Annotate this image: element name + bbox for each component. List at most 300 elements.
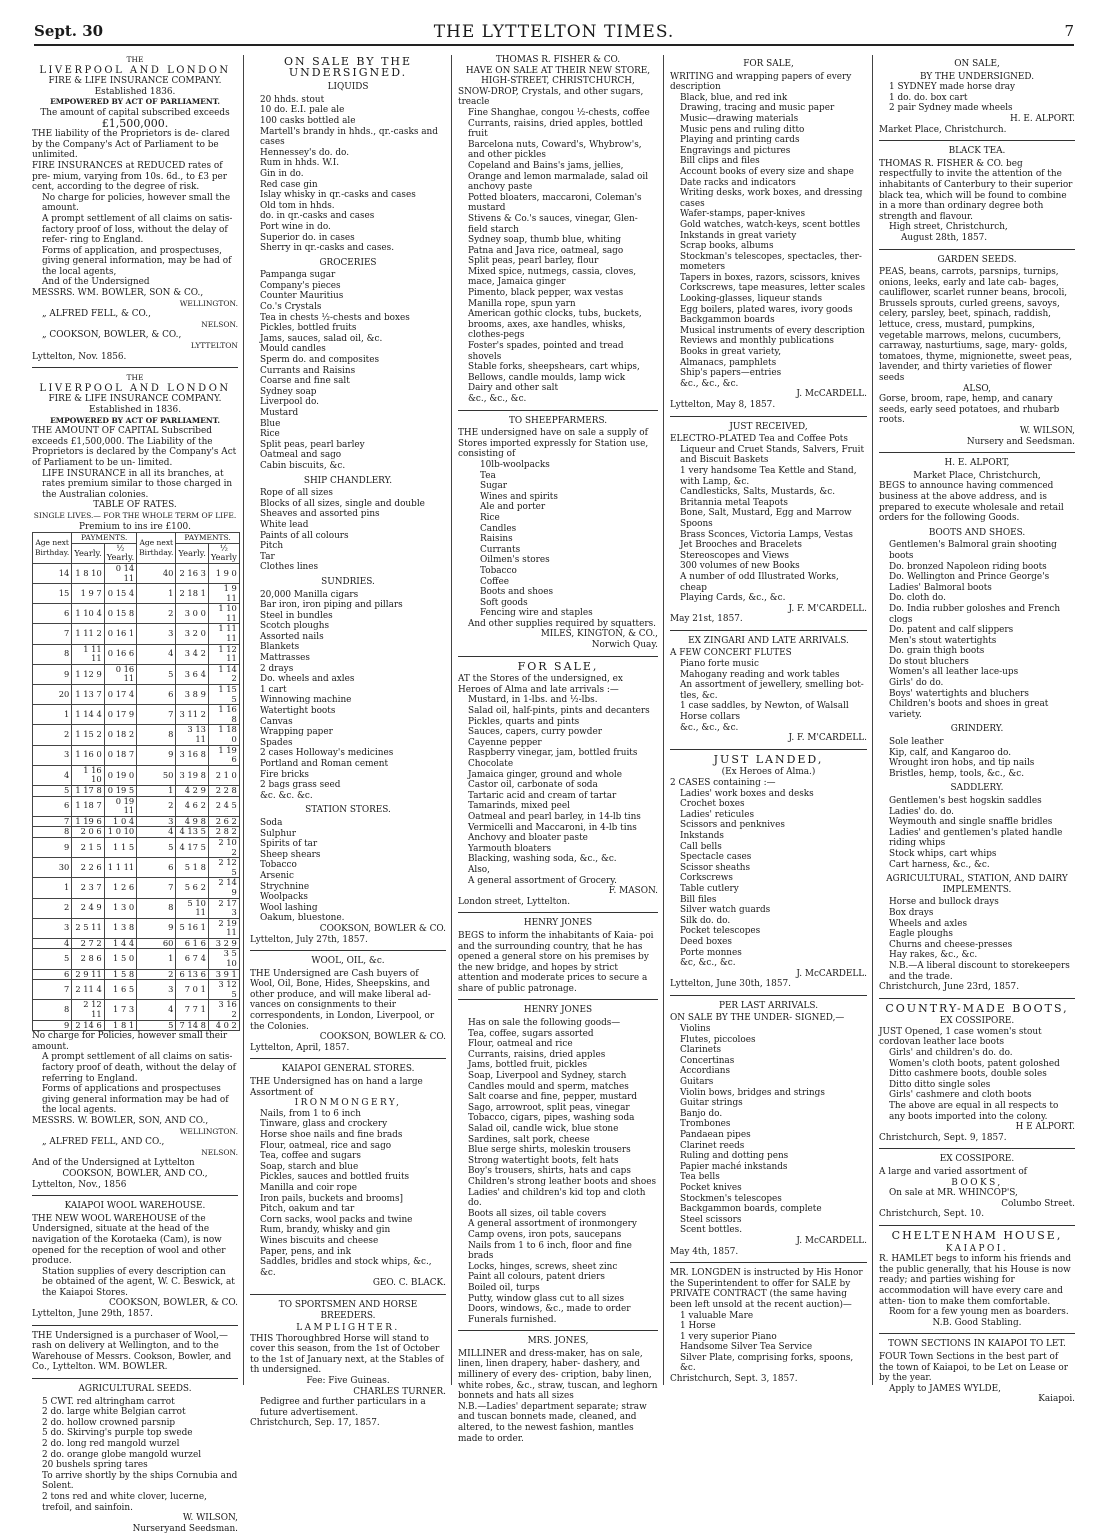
- ad-title: JUST RECEIVED,: [729, 421, 808, 432]
- ad-agent: COOKSON, BOWLER, AND CO.,: [62, 1168, 208, 1179]
- list-item: Steel in bundles: [260, 610, 333, 621]
- table-cell: 1: [137, 949, 176, 969]
- list-item: Currants and Raisins: [260, 365, 356, 376]
- list-item: Bristles, hemp, tools, &c., &c.: [889, 768, 1025, 779]
- table-cell: 4: [137, 644, 176, 664]
- list-item: Silver Plate, comprising forks, spoons, &c.: [680, 1352, 854, 1374]
- table-cell: 2 5 11: [72, 918, 104, 938]
- list-item: Tea bells: [680, 1172, 720, 1183]
- list-item: Boiled oil, turps: [468, 1282, 540, 1293]
- ad-line: EMPOWERED BY ACT OF PARLIAMENT.: [50, 415, 220, 425]
- list-item: Do. wheels and axles: [260, 674, 355, 685]
- table-cell: 1 10 4: [72, 604, 104, 624]
- list-item: Bellows, candle moulds, lamp wick: [468, 372, 626, 383]
- table-cell: 0 16 6: [104, 644, 136, 664]
- table-cell: 2 10 2: [208, 837, 239, 857]
- ad-title: TO SHEEPFARMERS.: [508, 415, 608, 426]
- ad-item-list: [458, 108, 658, 405]
- advert-town-sections: [879, 1339, 1075, 1405]
- table-cell: 6 13 6: [176, 969, 208, 980]
- table-cell: 4 0 2: [208, 1020, 239, 1031]
- ad-body: A prompt settlement of all claims on satis- factory proof of death, without the delay of referring to England.: [42, 1052, 236, 1084]
- table-cell: 5 1 8: [176, 858, 208, 878]
- table-cell: 2 9 11: [72, 969, 104, 980]
- list-item: Pocket knives: [680, 1182, 742, 1193]
- table-cell: 1 1 5: [104, 837, 136, 857]
- table-cell: 2: [137, 604, 176, 624]
- table-cell: 7: [137, 878, 176, 898]
- list-item: Oatmeal and sago: [260, 450, 342, 461]
- table-cell: 0 16 1: [104, 624, 136, 644]
- list-item: 10lb-woolpacks: [480, 459, 550, 470]
- list-item: &c., &c., &c.: [468, 394, 527, 404]
- list-item: Horse collars: [680, 712, 741, 723]
- ad-title: KAIAPOI GENERAL STORES.: [281, 1064, 415, 1075]
- list-item: Nails, from 1 to 6 inch: [260, 1108, 361, 1119]
- ad-body: THOMAS R. FISHER & CO. beg respectfully to invite the attention of the inhabitants of Canterbury to their superior black tea, which will be found to combine in a more than ordinary degree both strength and flavour.: [879, 158, 1073, 222]
- ad-agent: WELLINGTON.: [179, 1126, 238, 1136]
- ad-line: The amount of capital subscribed exceeds: [40, 107, 230, 118]
- ad-agent: „ ALFRED FELL, AND CO.,: [42, 1137, 165, 1148]
- list-item: Handsome Silver Tea Service: [680, 1342, 813, 1353]
- ad-line: Columbo Street.: [1001, 1198, 1075, 1209]
- divider: [879, 998, 1075, 999]
- table-subheader: Yearly.: [176, 543, 208, 563]
- list-item: Locks, hinges, screws, sheet zinc: [468, 1261, 618, 1272]
- table-cell: 3: [33, 745, 72, 765]
- list-item: Women's cloth boots, patent goloshed: [889, 1058, 1060, 1069]
- ad-body: BEGS to inform the inhabitants of Kaia- poi and the surrounding country, that he has opened a general store on his premises by the new bridge, and hopes by strict attention and moderate prices to secure a share of public patronage.: [458, 930, 654, 994]
- advert-longden: [670, 1268, 867, 1385]
- list-item: Counter Mauritius: [260, 291, 344, 302]
- table-cell: 1 11 11: [208, 624, 239, 644]
- list-item: Coarse and fine salt: [260, 376, 350, 387]
- column-divider: [243, 55, 244, 1385]
- list-item: Stock whips, cart whips: [889, 848, 997, 859]
- table-cell: 2: [33, 898, 72, 918]
- list-item: Clarinets: [680, 1045, 722, 1056]
- list-item: Coffee: [480, 576, 509, 587]
- list-item: Fencing wire and staples: [480, 608, 593, 619]
- list-item: Castor oil, carbonate of soda: [468, 780, 598, 791]
- list-item: Tobacco, cigars, pipes, washing soda: [468, 1113, 635, 1124]
- list-item: Bill clips and files: [680, 156, 760, 167]
- list-item: Cayenne pepper: [468, 737, 542, 748]
- list-item: 1 SYDNEY made horse dray: [889, 82, 1016, 93]
- advert-country-boots: [879, 1001, 1075, 1144]
- ad-line: Established in 1836.: [88, 405, 182, 415]
- list-item: Strychnine: [260, 881, 310, 892]
- advert-stationery: [670, 59, 867, 411]
- table-cell: 2 18 1: [176, 584, 208, 604]
- table-cell: 2 2 6: [72, 858, 104, 878]
- ad-body: And of the Undersigned: [42, 277, 150, 288]
- list-item: Boy's trousers, shirts, hats and caps: [468, 1166, 631, 1177]
- list-item: Salad oil, candle wick, blue stone: [468, 1124, 619, 1134]
- table-cell: 2 1 0: [208, 765, 239, 785]
- list-item: Pickles, bottled fruits: [260, 323, 357, 334]
- list-item: American gothic clocks, tubs, buckets, brooms, axes, axe handles, whisks, clothes-pegs: [468, 309, 642, 341]
- advert-liverpool-insurance-2: [32, 373, 238, 1190]
- ad-date: Lyttelton, Nov., 1856: [32, 1179, 127, 1190]
- list-item: 1 very superior Piano: [680, 1331, 777, 1342]
- ad-item-list: [670, 659, 867, 733]
- table-cell: 1 18 0: [208, 725, 239, 745]
- advert-wool-oil: [250, 956, 446, 1053]
- table-cell: 3 9 1: [208, 969, 239, 980]
- ad-date: Christchurch, Sept. 9, 1857.: [879, 1132, 1007, 1143]
- table-cell: 4 9 8: [176, 816, 208, 827]
- ad-item-list: [250, 95, 446, 254]
- list-item: Jams, sauces, salad oil, &c.: [260, 333, 383, 344]
- ad-heading: HAVE ON SALE AT THEIR NEW STORE,: [465, 65, 651, 76]
- table-cell: 1 15 2: [72, 725, 104, 745]
- ad-title: KAIAPOI WOOL WAREHOUSE.: [64, 1201, 206, 1212]
- advert-alport-sale: [879, 59, 1075, 135]
- list-item: Stable forks, sheepshears, cart whips,: [468, 362, 640, 373]
- list-item: Rum, brandy, whisky and gin: [260, 1225, 391, 1236]
- list-item: Cart harness, &c., &c.: [889, 859, 990, 870]
- list-item: Spades: [260, 737, 293, 748]
- advert-for-sale-mason: [458, 659, 658, 908]
- list-item: Corkscrews, tape measures, letter scales: [680, 283, 866, 294]
- ad-item-list: [670, 445, 867, 604]
- list-item: Mixed spice, nutmegs, cassia, cloves, mace, Jamaica ginger: [468, 266, 637, 288]
- ad-date: Christchurch, Sep. 17, 1857.: [250, 1418, 380, 1429]
- list-item: Sheep shears: [260, 849, 321, 860]
- list-item: 1 case saddles, by Newton, of Walsall: [680, 701, 849, 712]
- table-cell: 3: [137, 624, 176, 644]
- divider: [458, 999, 658, 1000]
- list-item: 2 tons red and white clover, lucerne, trefoil, and sainfoin.: [42, 1491, 207, 1513]
- list-item: Wool lashing: [260, 902, 318, 913]
- list-item: Stivens & Co.'s sauces, vinegar, Glen- field starch: [468, 213, 638, 235]
- list-item: Mould candles: [260, 344, 326, 355]
- list-item: Flutes, piccoloes: [680, 1034, 756, 1045]
- table-cell: 6: [137, 858, 176, 878]
- table-subheader: Yearly.: [72, 543, 104, 563]
- table-row: [33, 796, 240, 816]
- table-cell: 0 19 5: [104, 785, 136, 796]
- list-item: Pickles, quarts and pints: [468, 716, 580, 727]
- ad-signature: Kaiapoi.: [1038, 1394, 1075, 1405]
- ad-date: May 4th, 1857.: [670, 1246, 739, 1257]
- section-heading: SUNDRIES.: [321, 576, 375, 587]
- table-row: [33, 949, 240, 969]
- list-item: 1 Horse: [680, 1321, 716, 1332]
- list-item: 100 casks bottled ale: [260, 115, 356, 126]
- ad-title: TO SPORTSMEN AND HORSE BREEDERS.: [278, 1299, 418, 1321]
- table-row: [33, 624, 240, 644]
- list-item: 20 hhds. stout: [260, 94, 325, 105]
- table-cell: 1 16 0: [72, 745, 104, 765]
- ad-title: GARDEN SEEDS.: [937, 254, 1017, 265]
- rates-table-body: [33, 563, 240, 1030]
- ad-item-list: [879, 897, 1075, 961]
- ad-body: R. HAMLET begs to inform his friends and the public generally, that his House is now ready; and parties wishing for accommodation will have every care and atten- tion to make them comfortable.: [879, 1254, 1072, 1307]
- table-cell: 0 19 0: [104, 765, 136, 785]
- table-cell: 3: [137, 816, 176, 827]
- list-item: Egg boilers, plated wares, ivory goods: [680, 304, 853, 315]
- list-item: Foster's spades, pointed and tread shovels: [468, 341, 624, 362]
- ad-item-list: [458, 460, 658, 619]
- table-cell: 2 2 8: [208, 785, 239, 796]
- ad-body: WRITING and wrapping papers of every description: [670, 71, 852, 93]
- table-cell: 3 2 9: [208, 938, 239, 949]
- ad-date: High street, Christchurch,: [889, 222, 1008, 233]
- ad-heading: THOMAS R. FISHER & CO.: [495, 55, 621, 65]
- table-cell: 2 3 7: [72, 878, 104, 898]
- ad-line: THE: [126, 373, 144, 383]
- column-5: [879, 55, 1075, 1405]
- table-cell: 2 11 4: [72, 980, 104, 1000]
- list-item: Doors, windows, &c., made to order: [468, 1304, 631, 1315]
- ad-body: And other supplies required by squatters.: [468, 618, 656, 629]
- table-cell: 5: [137, 664, 176, 684]
- list-item: Mustard: [260, 408, 299, 418]
- ad-date: May 21st, 1857.: [670, 614, 743, 625]
- table-cell: 1 11 2: [72, 624, 104, 644]
- table-cell: 3 2 0: [176, 624, 208, 644]
- section-heading: AGRICULTURAL, STATION, AND DAIRY IMPLEMENTS.: [886, 874, 1068, 895]
- list-item: Stereoscopes and Views: [680, 550, 789, 561]
- table-cell: 3 8 9: [176, 685, 208, 705]
- table-row: [33, 827, 240, 838]
- list-item: Salt coarse and fine, pepper, mustard: [468, 1092, 638, 1103]
- ad-item-list: [879, 737, 1075, 779]
- list-item: Stockmen's telescopes: [680, 1193, 782, 1204]
- ad-body: PEAS, beans, carrots, parsnips, turnips, onions, leeks, early and late cab- bages, cauliflower, scarlet runner beans, brocoli, Brussels sprouts, curled greens, savoys, celery, parsley, beet, spinach, raddish, lettuce, cress, mustard, pumpkins, vegetable marrows, melons, cucumbers, carraway, nasturtiums, sage, mary- golds, tomatoes, thyme, mignionette, sweet peas, lavender, and thirty varieties of flower seeds: [879, 267, 1073, 384]
- list-item: Do. bronzed Napoleon riding boots: [889, 561, 1047, 572]
- table-cell: 4 2 9: [176, 785, 208, 796]
- ad-body: BEGS to announce having commenced business at the above address, and is prepared to execute wholesale and retail orders for the following Goods.: [879, 481, 1064, 524]
- ad-item-list: [670, 1311, 867, 1375]
- list-item: Paint all colours, patent driers: [468, 1272, 605, 1283]
- ad-body: LIFE INSURANCE in all its branches, at rates premium similar to those charged in the Australian colonies.: [42, 468, 233, 500]
- list-item: Blue: [260, 418, 281, 429]
- list-item: Paints of all colours: [260, 530, 349, 541]
- ad-heading: HIGH-STREET, CHRISTCHURCH,: [481, 76, 635, 87]
- list-item: To arrive shortly by the ships Cornubia and Solent.: [42, 1470, 238, 1492]
- list-item: Hennessey's do. do.: [260, 147, 350, 158]
- table-cell: 5: [33, 949, 72, 969]
- list-item: &c., &c., &c.: [680, 722, 739, 733]
- table-cell: 4: [33, 938, 72, 949]
- ad-title: H. E. ALPORT,: [944, 458, 1010, 469]
- list-item: Ladies' reticules: [680, 809, 755, 820]
- list-item: Oakum, bluestone.: [260, 913, 345, 924]
- table-cell: 9: [33, 664, 72, 684]
- list-item: Boys' watertights and bluchers: [889, 688, 1029, 699]
- table-subheader: ½ Yearly: [208, 543, 239, 563]
- list-item: Corkscrews: [680, 873, 733, 884]
- list-item: Tobacco: [260, 860, 297, 871]
- list-item: Soda: [260, 817, 283, 828]
- ad-body: A prompt settlement of all claims on satis- factory proof of loss, without the delay of refer- ring to England.: [42, 213, 233, 246]
- list-item: Rope of all sizes: [260, 488, 333, 499]
- table-cell: 6: [33, 796, 72, 816]
- divider: [458, 1330, 658, 1331]
- list-item: Manilla rope, spun yarn: [468, 298, 576, 309]
- list-item: 20 bushels spring tares: [42, 1460, 148, 1471]
- list-item: 2 do. long red mangold wurzel: [42, 1439, 180, 1449]
- table-row: [33, 725, 240, 745]
- table-cell: 0 17 4: [104, 685, 136, 705]
- table-cell: 8: [33, 644, 72, 664]
- ad-body: A large and varied assortment of: [879, 1167, 1027, 1177]
- ad-body: ELECTRO-PLATED Tea and Coffee Pots: [670, 434, 848, 445]
- list-item: Children's strong leather boots and shoes: [468, 1176, 657, 1187]
- advert-liverpool-insurance-1: [32, 55, 238, 362]
- table-cell: 2 7 2: [72, 938, 104, 949]
- table-row: [33, 938, 240, 949]
- ad-title: EX ZINGARI AND LATE ARRIVALS.: [688, 635, 849, 646]
- table-cell: 1 5 0: [104, 949, 136, 969]
- list-item: Split peas, pearl barley: [260, 439, 365, 450]
- table-cell: 0 18 7: [104, 745, 136, 765]
- table-cell: 1 9 0: [208, 563, 239, 583]
- ad-agent: „ ALFRED FELL, & CO.,: [42, 309, 151, 320]
- table-cell: 4: [137, 827, 176, 838]
- list-item: Superior do. in cases: [260, 232, 355, 243]
- list-item: &c., &c., &c.: [680, 378, 739, 389]
- list-item: Do stout bluchers: [889, 656, 969, 667]
- table-cell: 1 16 8: [208, 705, 239, 725]
- table-subheader: ½ Yearly.: [104, 543, 136, 563]
- ad-body: THE Undersigned is a purchaser of Wool,—rash on delivery at Wellington, and to the Warehouse of Messrs. Cookson, Bowler, and Co., Lyttelton. WM. BOWLER.: [32, 1330, 232, 1373]
- advert-henry-jones-1: [458, 918, 658, 994]
- ad-body: THIS Thoroughbred Horse will stand to cover this season, from the 1st of October to the 1st of January next, at the Stables of th undersigned.: [250, 1333, 444, 1376]
- list-item: Bar iron, iron piping and pillars: [260, 600, 403, 611]
- table-cell: 5 10 11: [176, 898, 208, 918]
- list-item: Date racks and indicators: [680, 177, 796, 188]
- ad-body: SNOW-DROP, Crystals, and other sugars, treacle: [458, 86, 644, 108]
- list-item: Almanacs, pamphlets: [680, 357, 777, 368]
- ad-subtitle: BY THE UNDERSIGNED.: [919, 71, 1035, 82]
- ad-title: MRS. JONES,: [527, 1336, 589, 1347]
- section-heading: SADDLERY.: [950, 783, 1004, 794]
- page-number: 7: [1064, 22, 1074, 40]
- advert-mrs-jones: [458, 1336, 658, 1444]
- list-item: Inkstands: [680, 830, 724, 841]
- ad-item-list: [670, 789, 867, 969]
- table-row: [33, 980, 240, 1000]
- table-row: [33, 969, 240, 980]
- table-cell: 1 17 8: [72, 785, 104, 796]
- list-item: Jams, bottled fruit, pickles: [468, 1060, 588, 1071]
- table-cell: 2 1 5: [72, 837, 104, 857]
- advert-just-landed: [670, 752, 867, 990]
- table-cell: 0 15 4: [104, 584, 136, 604]
- list-item: Sardines, salt pork, cheese: [468, 1134, 590, 1145]
- ad-subtitle: (Ex Heroes of Alma.): [721, 767, 816, 778]
- list-item: Gold watches, watch-keys, scent bottles: [680, 219, 861, 230]
- list-item: Currants, raisins, dried apples, bottled fruit: [468, 118, 643, 140]
- ad-date: Lyttelton, July 27th, 1857.: [250, 934, 368, 945]
- list-item: Flour, oatmeal, rice and sago: [260, 1140, 392, 1151]
- table-cell: 1 12 9: [72, 664, 104, 684]
- list-item: Accordians: [680, 1066, 731, 1077]
- list-item: Blue serge shirts, moleskin trousers: [468, 1145, 631, 1156]
- ad-subtitle: IRONMONGERY,: [294, 1098, 402, 1109]
- list-item: Salad oil, half-pints, pints and decanters: [468, 706, 650, 717]
- ad-signature: CHARLES TURNER.: [353, 1386, 446, 1397]
- list-item: Scent bottles.: [680, 1225, 743, 1236]
- table-row: [33, 584, 240, 604]
- ad-item-list: [879, 540, 1075, 720]
- list-item: Banjo do.: [680, 1108, 723, 1119]
- divider: [879, 1333, 1075, 1334]
- list-item: Oatmeal and pearl barley, in 14-lb tins: [468, 811, 641, 822]
- list-item: Patna and Java rice, oatmeal, sago: [468, 245, 624, 256]
- table-cell: 1 1 11: [104, 858, 136, 878]
- ad-agent: WELLINGTON.: [179, 298, 238, 308]
- list-item: Liqueur and Cruet Stands, Salvers, Fruit and Biscuit Baskets: [680, 444, 865, 466]
- table-cell: 1 0 4: [104, 816, 136, 827]
- divider: [879, 452, 1075, 453]
- ad-date: Lyttelton, June 30th, 1857.: [670, 979, 791, 990]
- advert-sheepfarmers: [458, 416, 658, 651]
- list-item: Reviews and monthly publications: [680, 336, 834, 347]
- divider: [458, 656, 658, 657]
- table-cell: 1: [33, 878, 72, 898]
- ad-title: TOWN SECTIONS IN KAIAPOI TO LET.: [888, 1339, 1066, 1350]
- list-item: Crochet boxes: [680, 799, 745, 810]
- ad-title: HENRY JONES: [523, 1005, 593, 1016]
- table-cell: 2 14 6: [72, 1020, 104, 1031]
- list-item: Iron pails, buckets and brooms]: [260, 1193, 403, 1204]
- list-item: 1 very handsome Tea Kettle and Stand, with Lamp, &c.: [680, 465, 857, 487]
- list-item: Backgammon boards, complete: [680, 1204, 822, 1215]
- table-cell: 7: [137, 705, 176, 725]
- table-premium: Premium to ins ire £100.: [79, 521, 191, 532]
- list-item: Tobacco: [480, 565, 517, 576]
- list-item: 5 do. Skirving's purple top swede: [42, 1428, 193, 1439]
- ad-signature: COOKSON, BOWLER & CO.: [319, 923, 446, 934]
- table-cell: 4: [33, 765, 72, 785]
- list-item: Bill files: [680, 894, 717, 905]
- ad-title: HENRY JONES: [523, 918, 593, 929]
- ad-title: FOR SALE,: [743, 59, 794, 69]
- ad-item-list: [670, 93, 867, 390]
- list-item: Engravings and pictures: [680, 145, 791, 156]
- list-item: Jet Brooches and Bracelets: [680, 540, 802, 551]
- ad-signature: H E ALPORT.: [1015, 1122, 1075, 1133]
- table-cell: 1 10 11: [208, 604, 239, 624]
- table-cell: 1 4 4: [104, 938, 136, 949]
- divider: [32, 1195, 238, 1196]
- ad-body: THE AMOUNT OF CAPITAL Subscribed exceeds £1,500,000. The Liability of the Proprietors is declared by the Company's Act of Parliament to be un- limited.: [32, 426, 237, 468]
- list-item: Potted bloaters, maccaroni, Coleman's mustard: [468, 192, 642, 214]
- ad-item-list: [879, 82, 1075, 114]
- list-item: 2 do. hollow crowned parsnip: [42, 1417, 176, 1428]
- list-item: Tar: [260, 551, 275, 562]
- list-item: Scissors and penknives: [680, 820, 785, 831]
- ad-date: Lyttelton, June 29th, 1857.: [32, 1309, 153, 1320]
- list-item: Do. Wellington and Prince George's: [889, 572, 1050, 583]
- list-item: Playing and printing cards: [680, 135, 800, 146]
- table-header: Age next Birthday.: [33, 533, 72, 564]
- ad-date: Christchurch, Sept. 3, 1857.: [670, 1374, 798, 1385]
- divider: [879, 1148, 1075, 1149]
- ad-fee: Fee: Five Guineas.: [306, 1376, 390, 1387]
- table-cell: 9: [137, 918, 176, 938]
- table-cell: 1 2 6: [104, 878, 136, 898]
- table-cell: 0 19 11: [104, 796, 136, 816]
- list-item: Camp ovens, iron pots, saucepans: [468, 1229, 622, 1240]
- ad-body: THE liability of the Proprietors is de- clared by the Company's Act of Parliament to be unlimited.: [32, 129, 230, 161]
- ad-title: JUST LANDED,: [713, 752, 824, 766]
